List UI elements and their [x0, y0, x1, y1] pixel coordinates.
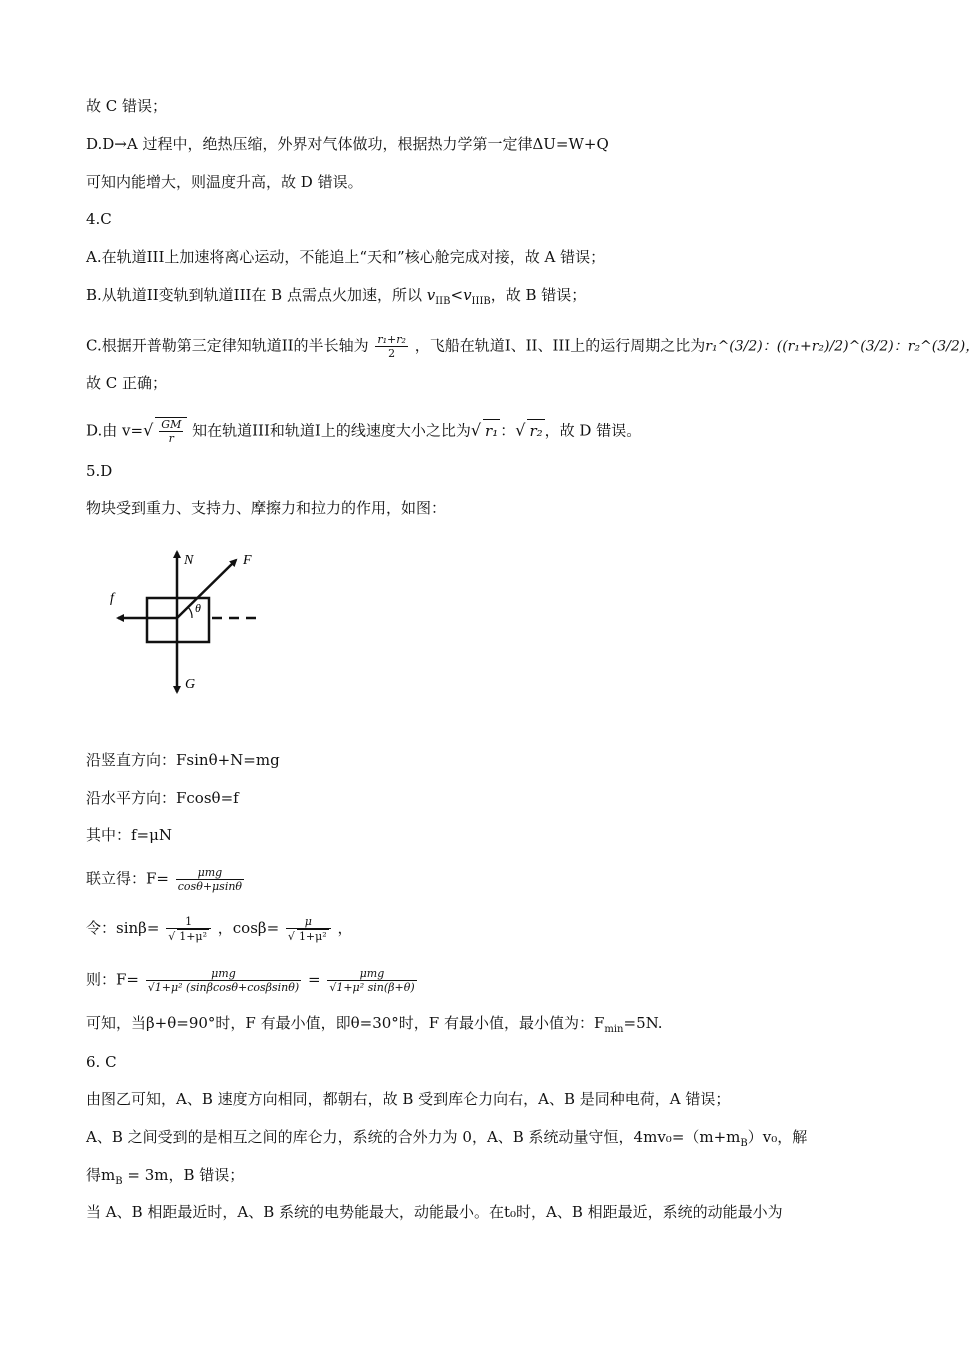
- numerator: μmg: [327, 967, 416, 981]
- text-line: [86, 372, 167, 394]
- sqrt-sign: √: [329, 981, 337, 994]
- line-text: B.从轨道II变轨到轨道III在 B 点需点火加速，所以: [86, 286, 427, 304]
- denominator: [166, 929, 211, 943]
- line-text: D.D→A 过程中，绝热压缩，外界对气体做功，根据热力学第一定律ΔU=W+Q: [86, 135, 609, 153]
- text-line: [86, 246, 605, 268]
- question-number: [86, 460, 112, 482]
- question-number: [86, 1051, 117, 1073]
- less-than: <: [450, 286, 464, 304]
- period-ratio: r₁^(3/2)：((r₁+r₂)/2)^(3/2)：r₂^(3/2)，: [705, 338, 979, 355]
- ratio-colon: ：: [500, 421, 516, 440]
- sqrt-body: 1+μ²: [298, 930, 327, 943]
- fraction: [159, 418, 183, 445]
- denominator: 2: [388, 347, 396, 360]
- label-F: F: [243, 553, 252, 568]
- numerator: μ: [286, 915, 331, 929]
- sqrt-sign: √: [168, 930, 176, 943]
- text-line: [86, 1164, 244, 1193]
- sqrt-body: r₁: [483, 419, 500, 442]
- numerator: GM: [161, 418, 182, 431]
- text-line: [86, 171, 363, 193]
- line-text: 沿水平方向：Fcosθ=f: [86, 789, 239, 807]
- line-text: ，飞船在轨道I、II、III上的运行周期之比为: [414, 336, 706, 355]
- subscript: B: [740, 1138, 748, 1149]
- text-line: [86, 787, 239, 809]
- text-line: [86, 915, 353, 943]
- line-text: C.根据开普勒第三定律知轨道II的半长轴为: [86, 336, 369, 355]
- line-text: 当 A、B 相距最近时，A、B 系统的电势能最大，动能最小。在t₀时，A、B 相距最近，系统的动能最小为: [86, 1203, 783, 1221]
- line-text: ，故 D 错误。: [544, 421, 642, 440]
- numerator: μmg: [176, 866, 244, 880]
- numerator: μmg: [146, 967, 301, 981]
- sqrt-sign: √: [147, 981, 155, 994]
- text-line: [86, 284, 586, 313]
- text-line: [86, 417, 641, 445]
- denominator: r: [168, 432, 174, 445]
- subscript: min: [604, 1024, 624, 1035]
- line-text: 5.D: [86, 462, 113, 480]
- line-text: 得m: [86, 1166, 116, 1184]
- line-text: D.由 v=: [86, 421, 144, 440]
- line-text: 物块受到重力、支持力、摩擦力和拉力的作用，如图：: [86, 499, 447, 517]
- line-text: A.在轨道III上加速将离心运动，不能追上“天和”核心舱完成对接，故 A 错误；: [86, 248, 606, 266]
- sqrt-sign: √: [515, 420, 526, 440]
- denominator: [327, 981, 416, 994]
- label-N: N: [184, 553, 194, 568]
- sqrt-sign: √: [287, 930, 295, 943]
- subscript: IIB: [435, 296, 451, 307]
- text-line: [86, 1201, 783, 1223]
- line-text: 联立得：F=: [86, 869, 169, 888]
- subscript: B: [115, 1176, 123, 1187]
- text-line: [86, 133, 609, 155]
- sqrt-sign: √: [470, 420, 482, 440]
- line-text: 令：sinβ=: [86, 919, 160, 937]
- line-text: 由图乙可知，A、B 速度方向相同，都朝右，故 B 受到库仑力向右，A、B 是同种电荷，A 错误；: [86, 1090, 731, 1108]
- velocity-symbol: v: [463, 286, 472, 304]
- line-text: 故 C 正确；: [86, 374, 168, 392]
- question-number: [86, 208, 112, 230]
- label-theta: θ: [195, 601, 201, 615]
- fraction: [146, 967, 301, 994]
- denominator-text: 1+μ² (sinβcosθ+cosβsinθ): [154, 981, 300, 994]
- denominator: cosθ+μsinθ: [177, 880, 243, 893]
- line-text: ，cosβ=: [217, 919, 280, 937]
- sqrt-body: 1+μ²: [179, 930, 207, 943]
- text-line: [86, 967, 419, 994]
- text-line: [86, 1012, 663, 1041]
- velocity-symbol: v: [426, 286, 436, 304]
- line-text: ，: [337, 919, 353, 937]
- line-text: 沿竖直方向：Fsinθ+N=mg: [86, 751, 280, 769]
- fraction: [286, 915, 331, 943]
- line-text: 知在轨道III和轨道I上的线速度大小之比为: [192, 421, 471, 440]
- sqrt-body: r₂: [527, 419, 544, 442]
- line-text: ，故 B 错误；: [490, 286, 587, 304]
- text-line: [86, 95, 167, 117]
- text-line: [86, 824, 172, 846]
- theta-arc: [188, 607, 192, 618]
- line-text: 可知，当β+θ=90°时，F 有最小值，即θ=30°时，F 有最小值，最小值为：F: [86, 1014, 605, 1032]
- text-line: [86, 749, 280, 771]
- text-line: [86, 866, 246, 893]
- text-line: [86, 333, 979, 360]
- numerator: 1: [166, 915, 211, 929]
- fraction: [327, 967, 416, 994]
- label-f: f: [110, 591, 114, 606]
- sqrt-sign: √: [143, 420, 154, 440]
- denominator-text: 1+μ² sin(β+θ): [336, 981, 415, 994]
- numerator: r₁+r₂: [377, 333, 406, 346]
- force-diagram: [100, 540, 280, 710]
- line-text: 可知内能增大，则温度升高，故 D 错误。: [86, 173, 363, 191]
- line-text: 故 C 错误；: [86, 97, 168, 115]
- fraction: [375, 333, 408, 360]
- line-text: 其中：f=μN: [86, 826, 172, 844]
- fraction: [176, 866, 244, 893]
- fraction: [166, 915, 211, 943]
- text-line: [86, 1126, 807, 1155]
- line-text: ）v₀，解: [747, 1128, 808, 1146]
- pull-force-arrow: [177, 560, 236, 618]
- line-text: 6. C: [86, 1053, 117, 1071]
- denominator: [286, 929, 331, 943]
- line-text: A、B 之间受到的是相互之间的库仑力，系统的合外力为 0，A、B 系统动量守恒，4mv₀=（m+m: [86, 1128, 741, 1146]
- text-line: [86, 1088, 730, 1110]
- sqrt-body: [155, 417, 187, 445]
- line-text: =5N.: [623, 1014, 663, 1032]
- line-text: = 3m，B 错误；: [122, 1166, 245, 1184]
- label-G: G: [185, 677, 196, 692]
- subscript: IIIB: [471, 296, 491, 307]
- line-text: 则：F=: [86, 970, 139, 989]
- equals-sign: =: [307, 970, 321, 989]
- line-text: 4.C: [86, 210, 112, 228]
- denominator: [146, 981, 301, 994]
- text-line: [86, 497, 446, 519]
